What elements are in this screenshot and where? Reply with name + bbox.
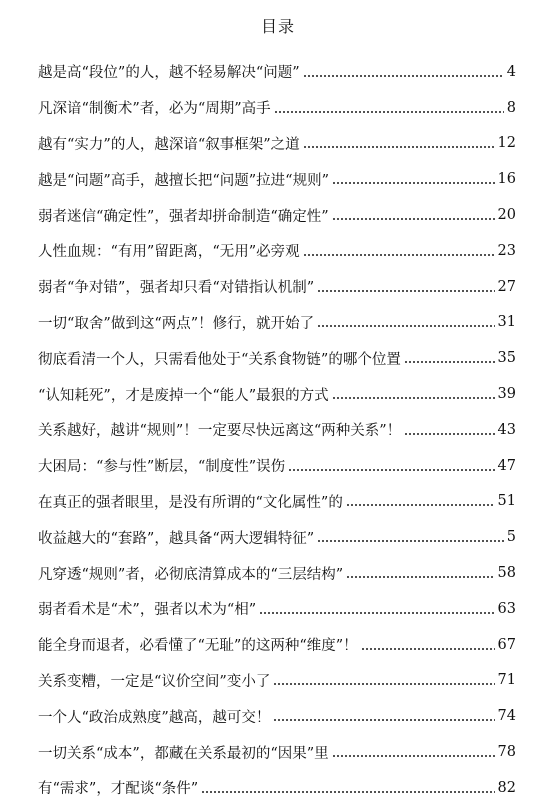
dot-leader [303, 65, 504, 79]
toc-entry-page-number: 39 [497, 386, 516, 403]
dot-leader [332, 387, 495, 401]
toc-entry-title: 大困局：“参与性”断层，“制度性”误伤 [38, 459, 286, 476]
toc-entry [38, 519, 516, 555]
toc-entry-page-number: 27 [497, 278, 516, 295]
toc-entry [38, 663, 516, 699]
dot-leader [317, 530, 504, 544]
toc-entry-page-number: 31 [497, 314, 516, 331]
toc-entry [38, 412, 516, 448]
toc-entry-title: 收益越大的“套路”，越具备“两大逻辑特征” [38, 530, 315, 547]
toc-entry-title: 关系越好，越讲“规则”！一定要尽快远离这“两种关系”！ [38, 423, 402, 440]
toc-entry-page-number: 58 [497, 565, 516, 582]
toc-entry-title: 一个人“政治成熟度”越高，越可交！ [38, 709, 271, 726]
toc-entry-page-number: 51 [497, 493, 516, 510]
dot-leader [303, 244, 495, 258]
toc-entry [38, 54, 516, 90]
dot-leader [361, 638, 495, 652]
toc-entry [38, 555, 516, 591]
dot-leader [317, 280, 494, 294]
toc-entry [38, 734, 516, 770]
toc-entry-page-number: 47 [497, 457, 516, 474]
toc-entry [38, 90, 516, 126]
toc-entry-title: 弱者看术是“术”，强者以术为“相” [38, 602, 257, 619]
toc-entry-page-number: 71 [497, 672, 516, 689]
toc-entry [38, 448, 516, 484]
toc-entry-page-number: 63 [497, 600, 516, 617]
toc-entry [38, 340, 516, 376]
toc-entry-page-number: 16 [497, 171, 516, 188]
dot-leader [332, 745, 495, 759]
toc-entry-title: 弱者“争对错”，强者却只看“对错指认机制” [38, 280, 315, 297]
toc-entry-title: 越是“问题”高手，越擅长把“问题”拉进“规则” [38, 172, 329, 189]
toc-entry-title: “认知耗死”，才是废掉一个“能人”最狠的方式 [38, 387, 329, 404]
toc-entry-page-number: 20 [497, 207, 516, 224]
toc-entry-page-number: 43 [497, 421, 516, 438]
toc-entry-page-number: 12 [497, 135, 516, 152]
toc-entry-title: 在真正的强者眼里，是没有所谓的“文化属性”的 [38, 494, 343, 511]
toc-entry [38, 269, 516, 305]
toc-entry-page-number: 4 [506, 63, 516, 80]
toc-entry-page-number: 67 [497, 636, 516, 653]
toc-entry-title: 人性血规：“有用”留距离，“无用”必旁观 [38, 244, 300, 261]
toc-entry-title: 越有“实力”的人，越深谙“叙事框架”之道 [38, 136, 300, 153]
toc-entry [38, 233, 516, 269]
toc-entry [38, 376, 516, 412]
dot-leader [303, 136, 495, 150]
dot-leader [259, 602, 494, 616]
toc-entry-title: 凡深谙“制衡术”者，必为“周期”高手 [38, 101, 271, 118]
toc-entry-title: 一切关系“成本”，都藏在关系最初的“因果”里 [38, 745, 329, 762]
toc-entry [38, 305, 516, 341]
page-title: 目录 [260, 17, 295, 36]
toc-entry-page-number: 82 [497, 779, 516, 796]
toc-entry [38, 770, 516, 806]
toc-entry [38, 197, 516, 233]
toc-entry-page-number: 8 [506, 99, 516, 116]
dot-leader [288, 459, 494, 473]
toc-entry-title: 关系变糟，一定是“议价空间”变小了 [38, 673, 271, 690]
dot-leader [332, 208, 495, 222]
dot-leader [201, 781, 494, 795]
toc-entry-title: 一切“取舍”做到这“两点”！修行，就开始了 [38, 315, 315, 332]
toc-entry-title: 越是高“段位”的人，越不轻易解决“问题” [38, 65, 300, 82]
toc-entry [38, 484, 516, 520]
dot-leader [404, 423, 494, 437]
dot-leader [332, 172, 495, 186]
toc-entry-page-number: 74 [497, 708, 516, 725]
dot-leader [346, 494, 495, 508]
toc-entry [38, 698, 516, 734]
dot-leader [273, 709, 494, 723]
toc-entry-page-number: 35 [497, 350, 516, 367]
toc-entry-page-number: 5 [506, 529, 516, 546]
toc-entry [38, 126, 516, 162]
dot-leader [346, 566, 494, 580]
table-of-contents [38, 54, 516, 806]
dot-leader [273, 673, 494, 687]
dot-leader [274, 101, 504, 115]
toc-entry [38, 161, 516, 197]
toc-entry-title: 有“需求”，才配谈“条件” [38, 781, 199, 798]
dot-leader [404, 351, 495, 365]
toc-entry-title: 彻底看清一个人，只需看他处于“关系食物链”的哪个位置 [38, 351, 401, 368]
toc-entry-title: 能全身而退者，必看懂了“无耻”的这两种“维度”！ [38, 638, 358, 655]
toc-entry-title: 弱者迷信“确定性”，强者却拼命制造“确定性” [38, 208, 329, 225]
toc-entry-page-number: 23 [497, 242, 516, 259]
dot-leader [317, 315, 494, 329]
toc-entry [38, 591, 516, 627]
toc-entry-page-number: 78 [497, 744, 516, 761]
toc-entry-title: 凡穿透“规则”者，必彻底清算成本的“三层结构” [38, 566, 344, 583]
toc-entry [38, 627, 516, 663]
